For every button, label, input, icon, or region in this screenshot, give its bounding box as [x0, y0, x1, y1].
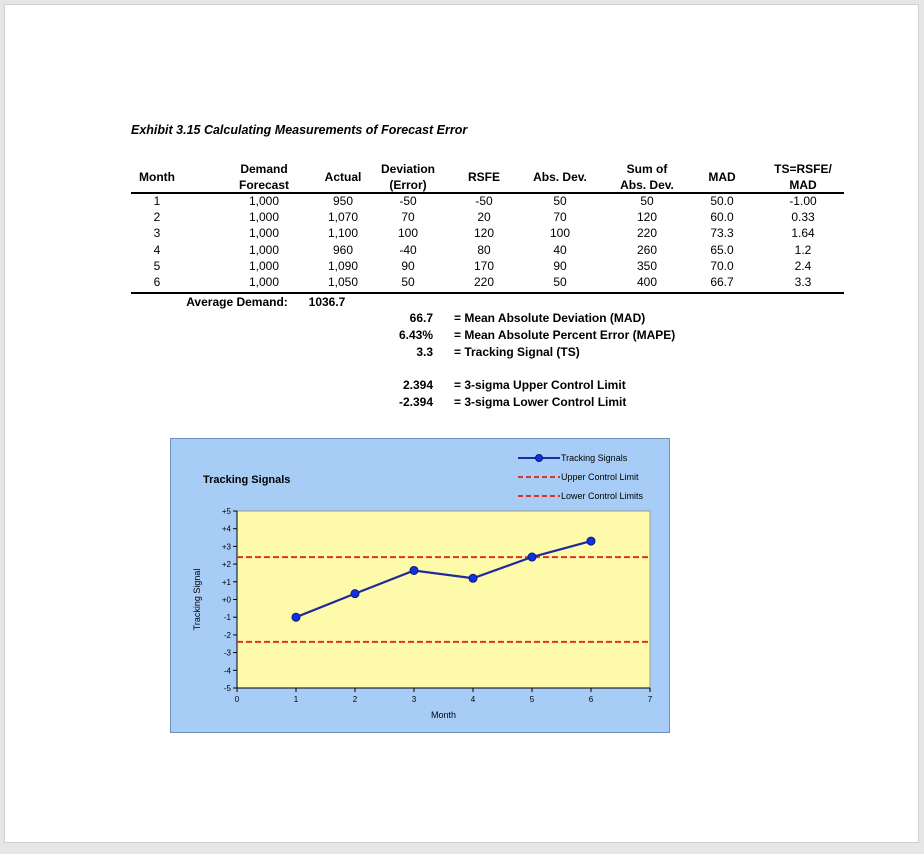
table-cell-deviation: 50: [401, 275, 415, 289]
table-cell-tracking-signal: 1.2: [794, 242, 812, 257]
table-cell-tracking-signal: 3.3: [794, 275, 812, 289]
table-cell-mad: 66.7: [710, 275, 734, 289]
table-cell-tracking-signal: 1.64: [791, 226, 815, 241]
measures-label: = Mean Absolute Deviation (MAD): [454, 311, 646, 325]
table-cell-abs-dev: 100: [549, 226, 571, 241]
x-tick-label: 2: [352, 695, 358, 704]
tracking-signal-chart: [170, 438, 670, 733]
table-cell-rsfe: -50: [475, 194, 493, 208]
table-cell-tracking-signal: 2.4: [794, 258, 812, 273]
table-cell-sum-abs-dev: 120: [636, 210, 658, 225]
average-demand-value: 1036.7: [308, 295, 346, 309]
y-tick-label: -4: [223, 666, 231, 676]
limits-value: 2.394: [402, 378, 433, 392]
tracking-signal-point: [292, 613, 300, 621]
table-cell-demand-forecast: 1,000: [248, 226, 280, 241]
measures-value: 66.7: [409, 311, 433, 325]
table-cell-actual: 950: [332, 194, 354, 208]
table-cell-mad: 65.0: [710, 242, 734, 257]
plot-area: [237, 511, 650, 688]
table-cell-month: 2: [153, 210, 161, 225]
legend-marker: [536, 455, 543, 462]
table-cell-sum-abs-dev: 220: [636, 226, 658, 241]
measures-value: 3.3: [416, 345, 433, 359]
x-tick-label: 4: [470, 695, 476, 704]
y-axis-label: Tracking Signal: [192, 568, 202, 631]
table-cell-rsfe: 80: [477, 242, 491, 257]
table-cell-mad: 70.0: [710, 258, 734, 273]
table-cell-deviation: 100: [397, 226, 419, 241]
table-cell-deviation: -50: [399, 194, 417, 208]
column-header-sum-abs-dev: Abs. Dev.: [620, 178, 674, 192]
x-tick-label: 7: [647, 695, 653, 704]
column-header-abs-dev: Abs. Dev.: [533, 170, 587, 184]
column-header-actual: Actual: [324, 170, 362, 184]
column-header-month: Month: [139, 170, 175, 184]
table-cell-rsfe: 120: [473, 226, 495, 241]
table-cell-sum-abs-dev: 50: [640, 194, 654, 208]
table-cell-actual: 1,100: [327, 226, 359, 241]
table-cell-deviation: 90: [401, 258, 415, 273]
table-cell-sum-abs-dev: 350: [636, 258, 658, 273]
table-cell-month: 6: [153, 275, 161, 289]
legend-label: Lower Control Limits: [561, 491, 644, 501]
x-tick-label: 5: [529, 695, 535, 704]
y-tick-label: +2: [221, 560, 231, 570]
y-tick-label: +5: [221, 507, 231, 516]
y-tick-label: +3: [221, 542, 231, 552]
y-tick-label: -5: [223, 684, 231, 693]
y-tick-label: +0: [221, 595, 231, 605]
table-cell-mad: 50.0: [710, 194, 734, 208]
y-tick-label: +1: [221, 577, 231, 587]
table-cell-abs-dev: 40: [553, 242, 567, 257]
column-header-demand-forecast: Demand: [240, 162, 288, 176]
table-cell-sum-abs-dev: 400: [636, 275, 658, 289]
y-tick-label: -1: [223, 613, 231, 623]
table-cell-abs-dev: 50: [553, 275, 567, 289]
tracking-signal-point: [351, 590, 359, 598]
table-cell-actual: 960: [332, 242, 354, 257]
tracking-signal-point: [410, 566, 418, 574]
tracking-signal-point: [528, 553, 536, 561]
table-cell-demand-forecast: 1,000: [248, 258, 280, 273]
column-header-sum-abs-dev: Sum of: [626, 162, 668, 176]
limits-value: -2.394: [398, 395, 433, 409]
column-header-rsfe: RSFE: [467, 170, 500, 184]
table-cell-demand-forecast: 1,000: [248, 210, 280, 225]
table-cell-mad: 73.3: [710, 226, 734, 241]
table-cell-actual: 1,050: [327, 275, 359, 289]
x-axis-label: Month: [430, 710, 457, 720]
column-header-tracking-signal: MAD: [789, 178, 817, 192]
table-cell-tracking-signal: 0.33: [791, 210, 815, 225]
exhibit-title: Exhibit 3.15 Calculating Measurements of Forecast Error: [131, 123, 468, 137]
table-cell-deviation: 70: [401, 210, 415, 225]
column-header-deviation: Deviation: [380, 162, 435, 176]
tracking-signal-point: [587, 537, 595, 545]
table-cell-month: 3: [153, 226, 161, 241]
table-cell-sum-abs-dev: 260: [636, 242, 658, 257]
page: [4, 4, 919, 843]
table-bottom-rule: [131, 292, 844, 294]
legend-label: Upper Control Limit: [561, 472, 639, 482]
column-header-mad: MAD: [708, 170, 736, 184]
measures-label: = Tracking Signal (TS): [454, 345, 580, 359]
table-cell-month: 5: [153, 258, 161, 273]
column-header-tracking-signal: TS=RSFE/: [774, 162, 832, 176]
table-cell-demand-forecast: 1,000: [248, 242, 280, 257]
x-tick-label: 6: [588, 695, 594, 704]
table-cell-rsfe: 170: [473, 258, 495, 273]
y-tick-label: +4: [221, 524, 231, 534]
table-cell-abs-dev: 50: [553, 194, 567, 208]
column-header-demand-forecast: Forecast: [238, 178, 290, 192]
table-cell-mad: 60.0: [710, 210, 734, 225]
y-tick-label: -3: [223, 648, 231, 658]
table-cell-month: 4: [153, 242, 161, 257]
tracking-signal-point: [469, 574, 477, 582]
table-cell-tracking-signal: -1.00: [789, 194, 817, 208]
x-tick-label: 3: [411, 695, 417, 704]
x-tick-label: 0: [234, 695, 240, 704]
column-header-deviation: (Error): [389, 178, 427, 192]
average-demand-label: Average Demand:: [186, 295, 288, 309]
limits-label: = 3-sigma Upper Control Limit: [454, 378, 626, 392]
table-cell-rsfe: 220: [473, 275, 495, 289]
measures-value: 6.43%: [398, 328, 433, 342]
limits-label: = 3-sigma Lower Control Limit: [454, 395, 627, 409]
table-cell-rsfe: 20: [477, 210, 491, 225]
table-cell-abs-dev: 90: [553, 258, 567, 273]
legend-label: Tracking Signals: [561, 453, 628, 463]
y-tick-label: -2: [223, 630, 231, 640]
table-cell-month: 1: [153, 194, 161, 208]
chart-title: Tracking Signals: [203, 474, 291, 486]
table-cell-actual: 1,090: [327, 258, 359, 273]
table-cell-deviation: -40: [399, 242, 417, 257]
measures-label: = Mean Absolute Percent Error (MAPE): [454, 328, 676, 342]
table-cell-demand-forecast: 1,000: [248, 194, 280, 208]
table-cell-demand-forecast: 1,000: [248, 275, 280, 289]
table-cell-actual: 1,070: [327, 210, 359, 225]
x-tick-label: 1: [293, 695, 299, 704]
table-cell-abs-dev: 70: [553, 210, 567, 225]
